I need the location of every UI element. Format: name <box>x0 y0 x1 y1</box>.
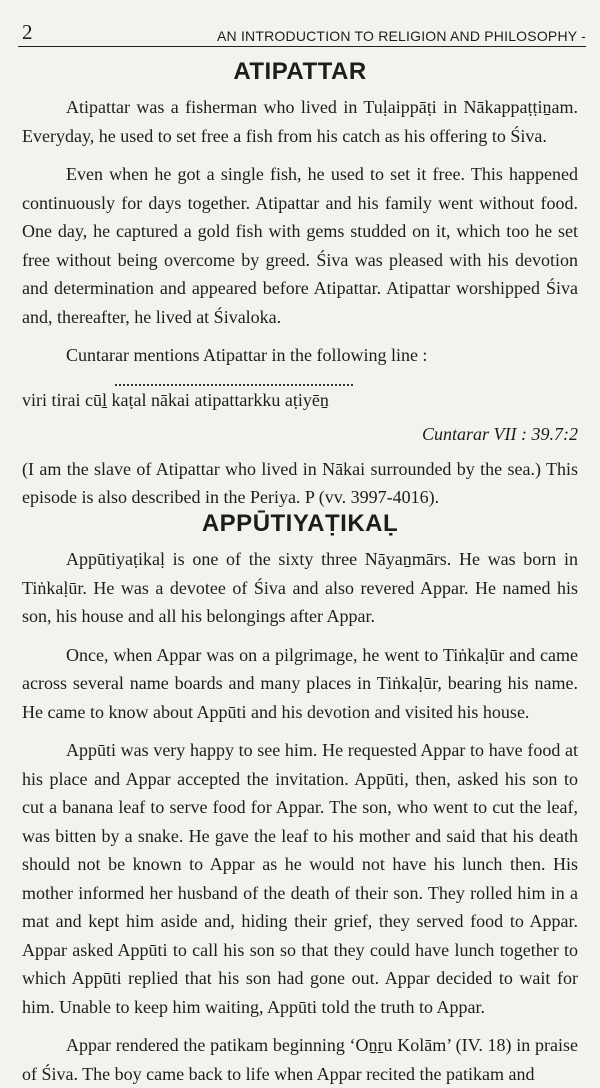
citation: Cuntarar VII : 39.7:2 <box>422 424 578 444</box>
paragraph: (I am the slave of Atipattar who lived in Nākai surrounded by the sea.) This episode is also described in the Periya. P (vv. 3997-4016). <box>22 458 578 507</box>
paragraph: Appar rendered the patikam beginning ‘Oṉṟu Kolām’ (IV. 18) in praise of Śiva. The boy came back to life when Appar recited the patikam and <box>22 1035 578 1084</box>
page-number: 2 <box>22 20 33 44</box>
paragraph: Once, when Appar was on a pilgrimage, he went to Tiṅkaḷūr and came across several name boards and many places in Tiṅkaḷūr, bearing his name. He came to know about Appūti and his devotion and visited his house. <box>22 644 578 722</box>
paragraph: Atipattar was a fisherman who lived in Tuḷaippāṭi in Nākappaṭṭiṉam. Everyday, he used to set free a fish from his catch as his offering to Śiva. <box>22 97 578 146</box>
verse-quote: viri tirai cūḻ kaṭal nākai atipattarkku aṭiyēṉ <box>22 389 329 410</box>
paragraph: Cuntarar mentions Atipattar in the following line : <box>66 345 428 365</box>
section-title-atipattar: ATIPATTAR <box>233 58 367 85</box>
ellipsis-line <box>115 370 353 386</box>
section-body-atipattar <box>22 93 578 512</box>
paragraph: Appūtiyaṭikaḷ is one of the sixty three Nāyaṉmārs. He was born in Tiṅkaḷūr. He was a devotee of Śiva and also revered Appar. He named his son, his house and all his belongings after Appar. <box>22 549 578 626</box>
section-body-apputiyatikal <box>22 545 578 1088</box>
running-header <box>18 20 586 47</box>
running-title: AN INTRODUCTION TO RELIGION AND PHILOSOPHY - <box>217 28 586 44</box>
paragraph: Even when he got a single fish, he used to set it free. This happened continuously for days together. Atipattar and his family went without food. One day, he captured a gold fish with gems studded on it, which too he set free without being overcome by greed. Śiva was pleased with his devotion and determination and appeared before Atipattar. Atipattar worshipped Śiva and, thereafter, he lived at Śivaloka. <box>22 164 578 327</box>
section-title-apputiyatikal: APPŪTIYAṬIKAḶ <box>201 510 399 537</box>
paragraph: Appūti was very happy to see him. He requested Appar to have food at his place and Appar accepted the invitation. Appūti, then, asked his son to cut a banana leaf to serve food for Appar. The son, who went to cut the leaf, was bitten by a snake. He gave the leaf to his mother and said that his death should not be known to Appar as he would not have his lunch then. His mother informed her husband of the death of their son. They rolled him in a mat and kept him aside and, hiding their grief, they served food to Appar. Appar asked Appūti to call his son so that they could have lunch together to which Appūti replied that his son had gone out. Appar decided to wait for him. Unable to keep him waiting, Appūti told the truth to Appar. <box>22 740 578 1017</box>
